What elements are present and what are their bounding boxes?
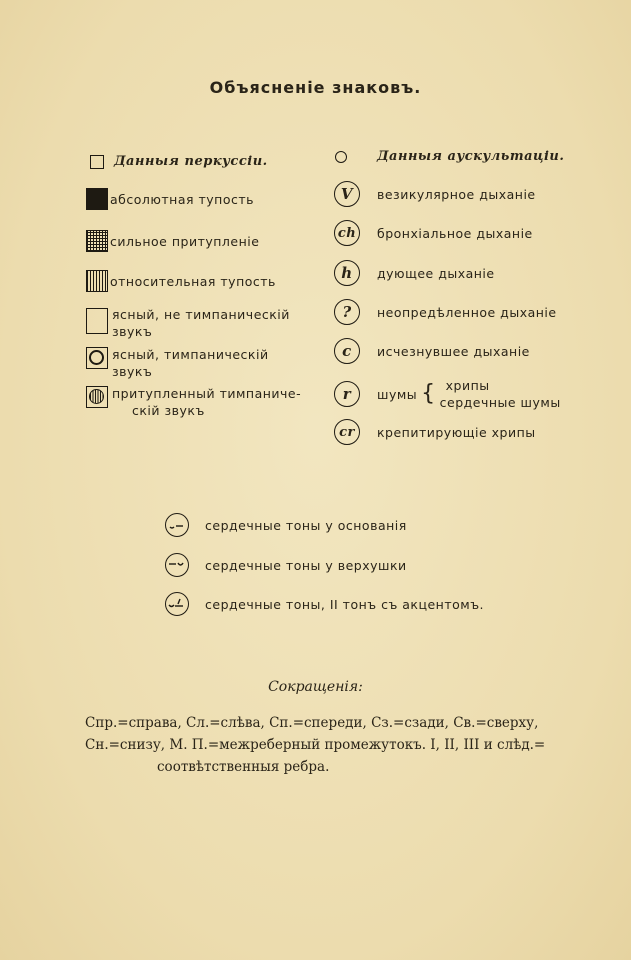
legend-blowing: h дующее дыханіе — [334, 260, 495, 286]
percussion-header: Данныя перкуссіи. — [90, 154, 268, 169]
empty-square-icon — [86, 308, 108, 334]
legend-vanished: c исчезнувшее дыханіе — [334, 338, 530, 364]
circle-square-icon — [86, 347, 108, 369]
solid-square-icon — [86, 188, 108, 210]
hatched-circle-square-icon — [86, 386, 108, 408]
percussion-square-icon — [90, 155, 104, 169]
legend-vesicular: V везикулярное дыханіе — [334, 181, 536, 207]
circle-v-icon: V — [334, 181, 360, 207]
legend-strong-dullness: сильное притупленіе — [86, 230, 259, 252]
circle-cr-icon: cr — [334, 419, 360, 445]
small-circle-icon — [335, 151, 347, 163]
base-tones-icon — [165, 513, 189, 537]
legend-clear-non-tympanic: ясный, не тимпаническій звукъ — [86, 306, 290, 340]
legend-absolute-dullness: абсолютная тупость — [86, 188, 254, 210]
legend-heart-base: сердечные тоны у основанія — [165, 513, 407, 537]
circle-question-icon: ? — [334, 299, 360, 325]
apex-tones-icon — [165, 553, 189, 577]
circle-r-icon: r — [334, 381, 360, 407]
legend-murmurs: r шумы { хрипы сердечные шумы — [334, 377, 561, 411]
legend-relative-dullness: относительная тупость — [86, 270, 276, 292]
legend-dulled-tympanic: притупленный тимпаниче- скій звукъ — [86, 385, 301, 419]
circle-h-icon: h — [334, 260, 360, 286]
abbreviations-title: Сокращенія: — [268, 679, 363, 695]
legend-clear-tympanic: ясный, тимпаническій звукъ — [86, 346, 269, 380]
legend-crepitant: cr крепитирующіе хрипы — [334, 419, 536, 445]
legend-heart-accent: сердечные тоны, II тонъ съ акцентомъ. — [165, 592, 484, 616]
legend-indeterminate: ? неопредѣленное дыханіе — [334, 299, 557, 325]
page-title: Объясненіе знаковъ. — [209, 78, 422, 97]
auscultation-header: Данныя аускультаціи. — [335, 149, 564, 164]
circle-c-icon: c — [334, 338, 360, 364]
abbreviations-text: Спр.=справа, Сл.=слѣва, Сп.=спереди, Сз.=сзади, Св.=сверху, Сн.=снизу, М. П.=межреберный промежутокъ. I, II, III и слѣд.= соотвѣтственныя ребра. — [85, 715, 546, 775]
circle-ch-icon: ch — [334, 220, 360, 246]
legend-bronchial: ch бронхіальное дыханіе — [334, 220, 533, 246]
striped-square-icon — [86, 270, 108, 292]
accent-tones-icon — [165, 592, 189, 616]
brace: { — [421, 381, 436, 406]
grid-square-icon — [86, 230, 108, 252]
legend-heart-apex: сердечные тоны у верхушки — [165, 553, 407, 577]
